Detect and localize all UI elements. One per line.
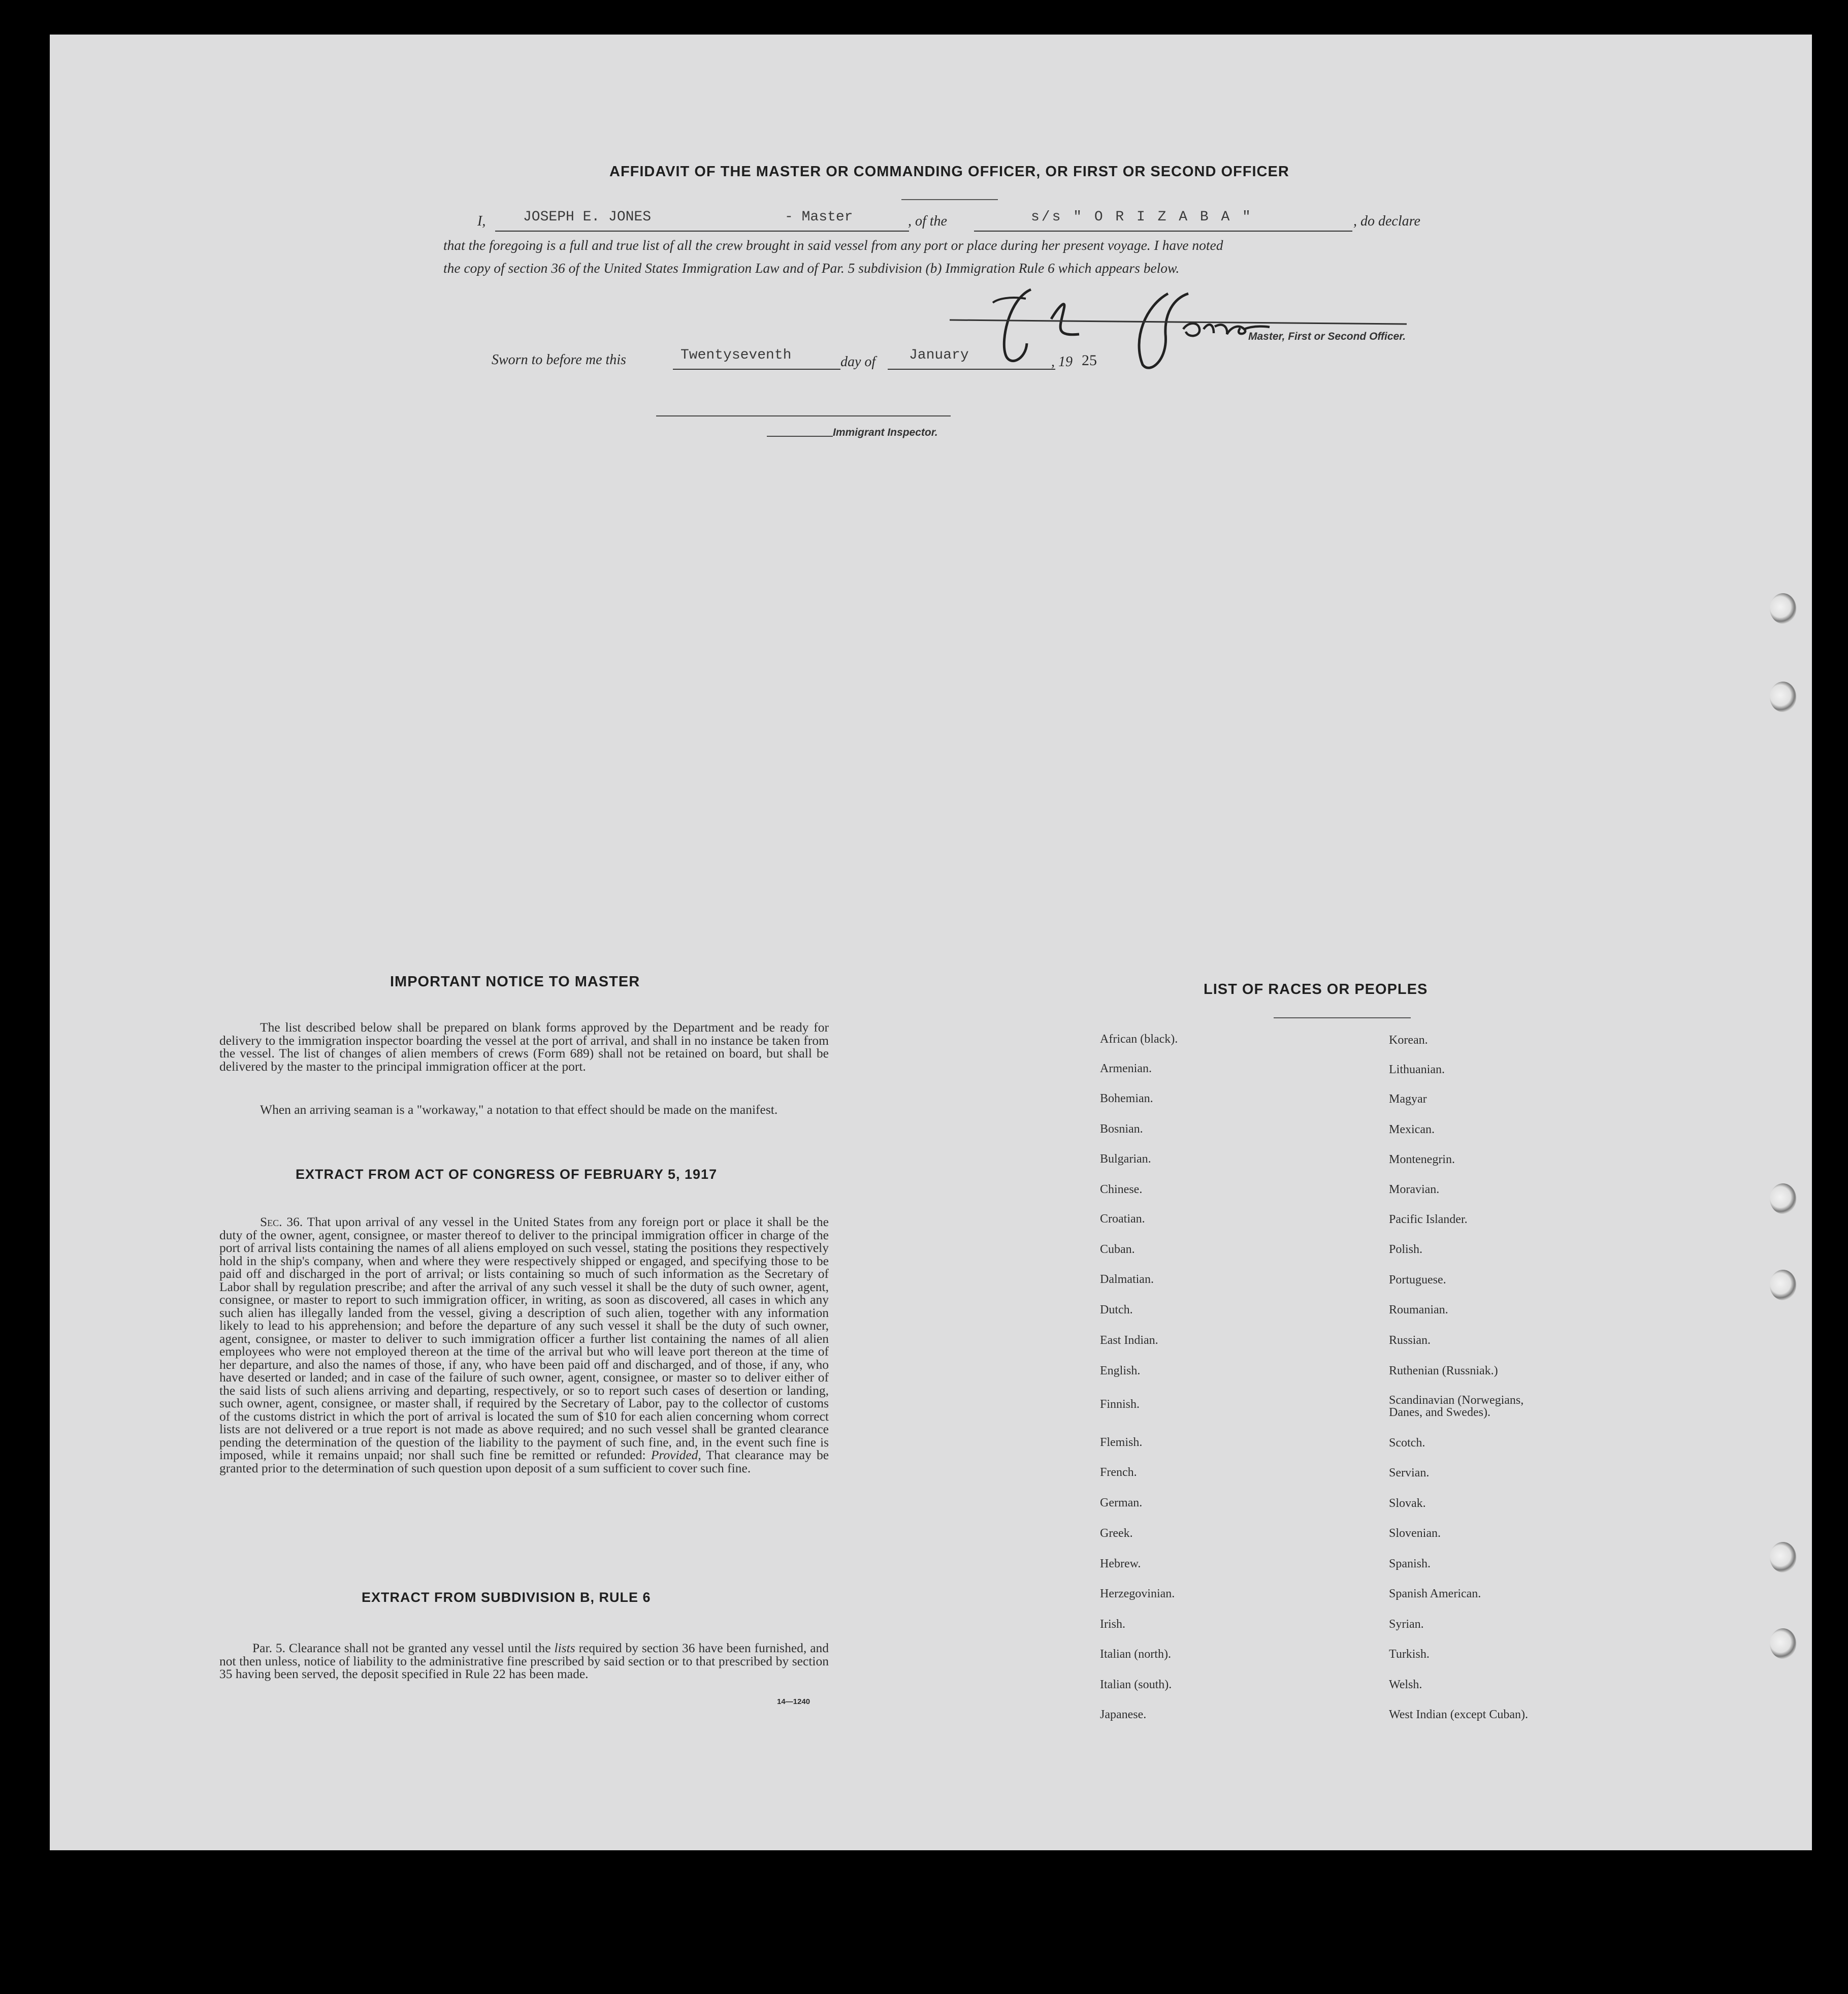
inspector-short-line: [767, 436, 833, 437]
race-item: Japanese.: [1100, 1708, 1147, 1721]
document-page: [50, 35, 1812, 1850]
race-item: French.: [1100, 1466, 1137, 1479]
race-item: Portuguese.: [1389, 1273, 1446, 1287]
section-36-text: [219, 1215, 829, 1474]
rule-6-part-a: Par. 5. Clearance shall not be granted any vessel until the: [252, 1641, 551, 1655]
race-item: Flemish.: [1100, 1436, 1143, 1449]
day-of-label: day of: [840, 354, 876, 370]
notice-heading: IMPORTANT NOTICE TO MASTER: [390, 974, 640, 990]
notice-paragraph-1: The list described below shall be prepared on blank forms approved by the Department and be ready for delivery to the immigration inspector boarding the vessel at the port of arrival, and shall in no instance be taken from the vessel. The list of changes of alien members of crews (Form 689) shall not be retained on board, but shall be delivered by the master to the principal immigration officer at the port.: [219, 1020, 829, 1074]
divider: [901, 199, 998, 200]
race-item: Montenegrin.: [1389, 1153, 1455, 1166]
race-item: Lithuanian.: [1389, 1063, 1445, 1076]
race-item: Dalmatian.: [1100, 1273, 1154, 1286]
race-item: Spanish American.: [1389, 1587, 1481, 1600]
provided-word: Provided,: [651, 1448, 701, 1462]
declare-label: , do declare: [1353, 213, 1420, 229]
race-item: Herzegovinian.: [1100, 1587, 1175, 1600]
race-item: Italian (north).: [1100, 1648, 1171, 1661]
extract-rule-heading: EXTRACT FROM SUBDIVISION B, RULE 6: [362, 1590, 651, 1605]
form-number: 14—1240: [777, 1697, 810, 1706]
race-item: Pacific Islander.: [1389, 1213, 1468, 1226]
race-item: Hebrew.: [1100, 1557, 1141, 1570]
race-item: Welsh.: [1389, 1678, 1422, 1691]
extract-act-heading: EXTRACT FROM ACT OF CONGRESS OF FEBRUARY 5, 1917: [296, 1167, 718, 1182]
race-item: Italian (south).: [1100, 1678, 1172, 1691]
binder-hole: [1770, 1270, 1796, 1300]
sworn-month: January: [909, 347, 969, 363]
section-label: Sec. 36.: [260, 1214, 303, 1229]
officer-title: Master, First or Second Officer.: [1248, 331, 1406, 342]
vessel-name: s/s " O R I Z A B A ": [1031, 209, 1253, 225]
binder-hole: [1770, 682, 1796, 712]
race-item: Bulgarian.: [1100, 1152, 1151, 1166]
rule-6-part-b: required by section 36 have been furnished, and not then unless, notice of liability to the administrative fine prescribed by said section or to that prescribed by section 35 having been served, the deposit specified in Rule 22 has been made.: [219, 1641, 829, 1681]
race-item: Slovak.: [1389, 1497, 1426, 1510]
binder-hole: [1770, 1542, 1796, 1572]
race-item: Dutch.: [1100, 1303, 1133, 1316]
master-rank: - Master: [785, 209, 853, 225]
affidavit-heading: AFFIDAVIT OF THE MASTER OR COMMANDING OFFICER, OR FIRST OR SECOND OFFICER: [609, 164, 1289, 180]
section-36-end: That clearance may be granted prior to the determination of such question upon deposit of a sum sufficient to cover such fine.: [219, 1448, 829, 1475]
race-item: Croatian.: [1100, 1212, 1145, 1226]
race-item: Mexican.: [1389, 1123, 1435, 1136]
binder-hole: [1770, 1183, 1796, 1214]
race-item: Slovenian.: [1389, 1527, 1441, 1540]
affidavit-line3: the copy of section 36 of the United States Immigration Law and of Par. 5 subdivision (b) Immigration Rule 6 which appears below.: [443, 260, 1180, 276]
race-item: Russian.: [1389, 1334, 1431, 1347]
race-item: Spanish.: [1389, 1557, 1431, 1570]
sworn-prefix: Sworn to before me this: [492, 352, 626, 368]
race-item: Finnish.: [1100, 1398, 1140, 1411]
race-item: Irish.: [1100, 1618, 1125, 1631]
race-item: Armenian.: [1100, 1062, 1152, 1075]
race-item: Korean.: [1389, 1034, 1428, 1047]
race-item: Moravian.: [1389, 1183, 1440, 1196]
sworn-day: Twentyseventh: [680, 347, 792, 363]
year-prefix: , 19: [1051, 354, 1073, 370]
notice-paragraph-2: When an arriving seaman is a "workaway," a notation to that effect should be made on the manifest.: [260, 1102, 778, 1117]
of-the-label: , of the: [908, 213, 947, 229]
affidavit-prefix: I,: [477, 213, 486, 229]
year-value: 25: [1082, 352, 1097, 369]
binder-hole: [1770, 1628, 1796, 1659]
race-item: English.: [1100, 1364, 1141, 1377]
rule-6-text: [219, 1642, 829, 1681]
affidavit-line2: that the foregoing is a full and true list of all the crew brought in said vessel from any port or place during her present voyage. I have noted: [443, 237, 1223, 253]
race-item: Scandinavian (Norwegians, Danes, and Swedes).: [1389, 1394, 1524, 1419]
race-item: Greek.: [1100, 1527, 1133, 1540]
race-item: Servian.: [1389, 1466, 1430, 1480]
race-item: Cuban.: [1100, 1243, 1135, 1256]
section-36-body: That upon arrival of any vessel in the United States from any foreign port or place it shall be the duty of the owner, agent, consignee, or master thereof to deliver to the principal immigration officer in charge of the port of arrival lists containing the names of all aliens employed on such vessel, stating the positions they respectively hold in the ship's company, when and where they were respectively shipped or engaged, and specifying those to be paid off and discharged in the port of arrival; or lists containing so much of such information as the Secretary of Labor shall by regulation prescribe; and after the arrival of any such vessel it shall be the duty of such owner, agent, consignee, or master to report to such immigration officer, in writing, as soon as discovered, all cases in which any such alien has illegally landed from the vessel, giving a description of such alien, together with any information likely to lead to his apprehension; and before the departure of any such vessel it shall be the duty of such owner, agent, consignee, or master to deliver to such immigration officer a further list containing the names of all alien employees who were not employed thereon at the time of the arrival but who will leave port thereon at the time of her departure, and also the names of those, if any, who have been paid off and discharged, and of those, if any, who have deserted or landed; and in case of the failure of such owner, agent, consignee, or master so to deliver either of the said lists of such aliens arriving and departing, respectively, or so to report such cases of desertion or landing, such owner, agent, consignee, or master shall, if required by the Secretary of Labor, pay to the collector of customs of the customs district in which the port of arrival is located the sum of $10 for each alien concerning whom correct lists are not delivered or a true report is not made as above required; and no such vessel shall be granted clearance pending the determination of the question of the liability to the payment of such fine, and, in the event such fine is imposed, while it remains unpaid; nor shall such fine be remitted or refunded:: [219, 1214, 829, 1462]
races-heading: LIST OF RACES OR PEOPLES: [1204, 981, 1428, 998]
race-item: Ruthenian (Russniak.): [1389, 1364, 1498, 1377]
inspector-label: Immigrant Inspector.: [833, 427, 938, 438]
race-item: Scotch.: [1389, 1436, 1425, 1450]
race-item: Bohemian.: [1100, 1092, 1153, 1105]
race-item: West Indian (except Cuban).: [1389, 1708, 1528, 1721]
race-item: Polish.: [1389, 1243, 1423, 1256]
inspector-signature-line: [656, 415, 951, 416]
race-item: East Indian.: [1100, 1334, 1158, 1347]
binder-hole: [1770, 593, 1796, 624]
race-item: Syrian.: [1389, 1618, 1424, 1631]
race-item: Magyar: [1389, 1092, 1427, 1106]
master-name: JOSEPH E. JONES: [523, 209, 652, 225]
race-item: Chinese.: [1100, 1183, 1143, 1196]
race-item: Bosnian.: [1100, 1122, 1143, 1136]
race-item: Turkish.: [1389, 1648, 1430, 1661]
race-item: German.: [1100, 1496, 1143, 1509]
divider: [1274, 1017, 1411, 1018]
race-item: Roumanian.: [1389, 1303, 1448, 1316]
lists-word: lists: [554, 1641, 575, 1655]
race-item: African (black).: [1100, 1033, 1178, 1046]
